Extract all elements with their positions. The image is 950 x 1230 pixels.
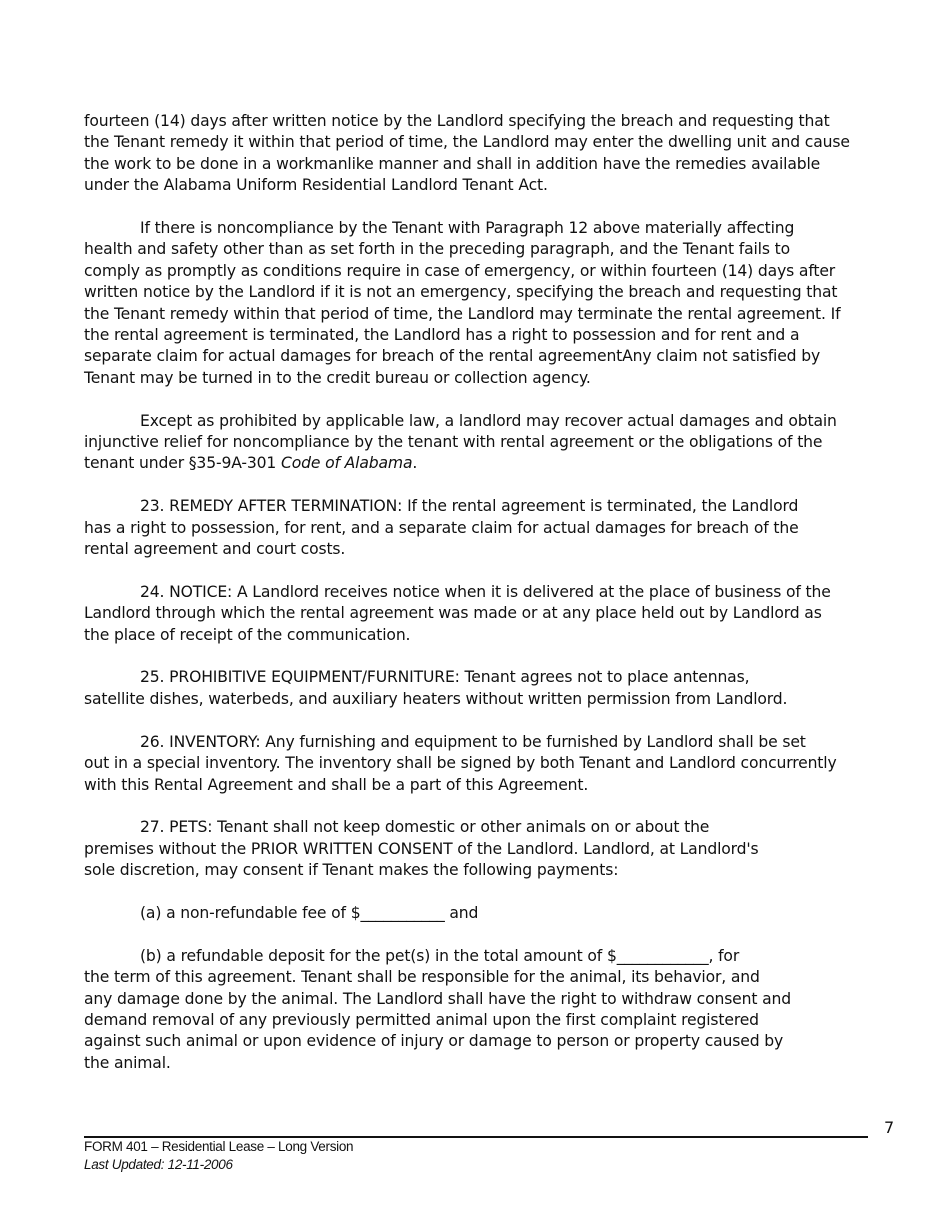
- paragraph-damages: [84, 411, 896, 475]
- page-number: 7: [884, 1118, 895, 1137]
- paragraph-noncompliance: [84, 218, 896, 389]
- pet-fee-text: (a) a non-refundable fee of $___________ and: [140, 903, 479, 922]
- paragraph-24-text: 24. NOTICE: A Landlord receives notice when it is delivered at the place of business of the Landlord through which the rental agreement was made or at any place held out by Landlord as the place of receipt of the communication.: [84, 582, 831, 644]
- paragraph-26-inventory: [84, 732, 896, 796]
- paragraph-25-text: 25. PROHIBITIVE EQUIPMENT/FURNITURE: Tenant agrees not to place antennas, satellite dishes, waterbeds, and auxiliary heaters without written permission from Landlord.: [84, 668, 788, 708]
- paragraph-pet-deposit: [84, 946, 896, 1074]
- paragraph-25-equipment: [84, 667, 896, 710]
- last-updated: Last Updated: 12-11-2006: [84, 1157, 233, 1172]
- paragraph-26-text: 26. INVENTORY: Any furnishing and equipment to be furnished by Landlord shall be set out in a special inventory. The inventory shall be signed by both Tenant and Landlord concurrently with this Rental Agreement and shall be a part of this Agreement.: [84, 732, 837, 794]
- paragraph-noncompliance-text: If there is noncompliance by the Tenant with Paragraph 12 above materially affecting health and safety other than as set forth in the preceding paragraph, and the Tenant fails to comply as promptly as conditions require in case of emergency, or within fourteen (14) days after written notice by the Landlord if it is not an emergency, specifying the breach and requesting that the Tenant remedy within that period of time, the Landlord may terminate the rental agreement. If the rental agreement is terminated, the Landlord has a right to possession and for rent and a separate claim for actual damages for breach of the rental agreementAny claim not satisfied by Tenant may be turned in to the credit bureau or collection agency.: [84, 219, 841, 387]
- footer: [84, 1138, 353, 1174]
- form-title: FORM 401 – Residential Lease – Long Version: [84, 1139, 354, 1154]
- paragraph-27-text: 27. PETS: Tenant shall not keep domestic or other animals on or about the premises without the PRIOR WRITTEN CONSENT of the Landlord. Landlord, at Landlord's sole discretion, may consent if Tenant makes the following payments:: [84, 818, 759, 880]
- paragraph-24-notice: [84, 582, 896, 646]
- code-of-alabama-citation: Code of Alabama: [281, 454, 413, 473]
- document-body: [84, 111, 896, 1096]
- paragraph-continuation: fourteen (14) days after written notice by the Landlord specifying the breach and requesting that the Tenant remedy it within that period of time, the Landlord may enter the dwelling unit and cause the work to be done in a workmanlike manner and shall in addition have the remedies available under the Alabama Uniform Residential Landlord Tenant Act.: [84, 112, 850, 195]
- paragraph-23-remedy: [84, 496, 896, 560]
- paragraph-23-text: 23. REMEDY AFTER TERMINATION: If the rental agreement is terminated, the Landlord has a right to possession, for rent, and a separate claim for actual damages for breach of the rental agreement and court costs.: [84, 497, 799, 559]
- paragraph-damages-text: Except as prohibited by applicable law, a landlord may recover actual damages and obtain injunctive relief for noncompliance by the tenant with rental agreement or the obligations of the tenant under §35-9A-301: [84, 411, 837, 473]
- paragraph-damages-end: .: [412, 454, 418, 473]
- paragraph-pet-fee: [84, 903, 896, 924]
- paragraph-27-pets: [84, 817, 896, 881]
- pet-deposit-text: (b) a refundable deposit for the pet(s) in the total amount of $____________, for the term of this agreement. Tenant shall be responsible for the animal, its behavior, and any damage done by the animal. The Landlord shall have the right to withdraw consent and demand removal of any previously permitted animal upon the first complaint registered against such animal or upon evidence of injury or damage to person or property caused by the animal.: [84, 946, 792, 1072]
